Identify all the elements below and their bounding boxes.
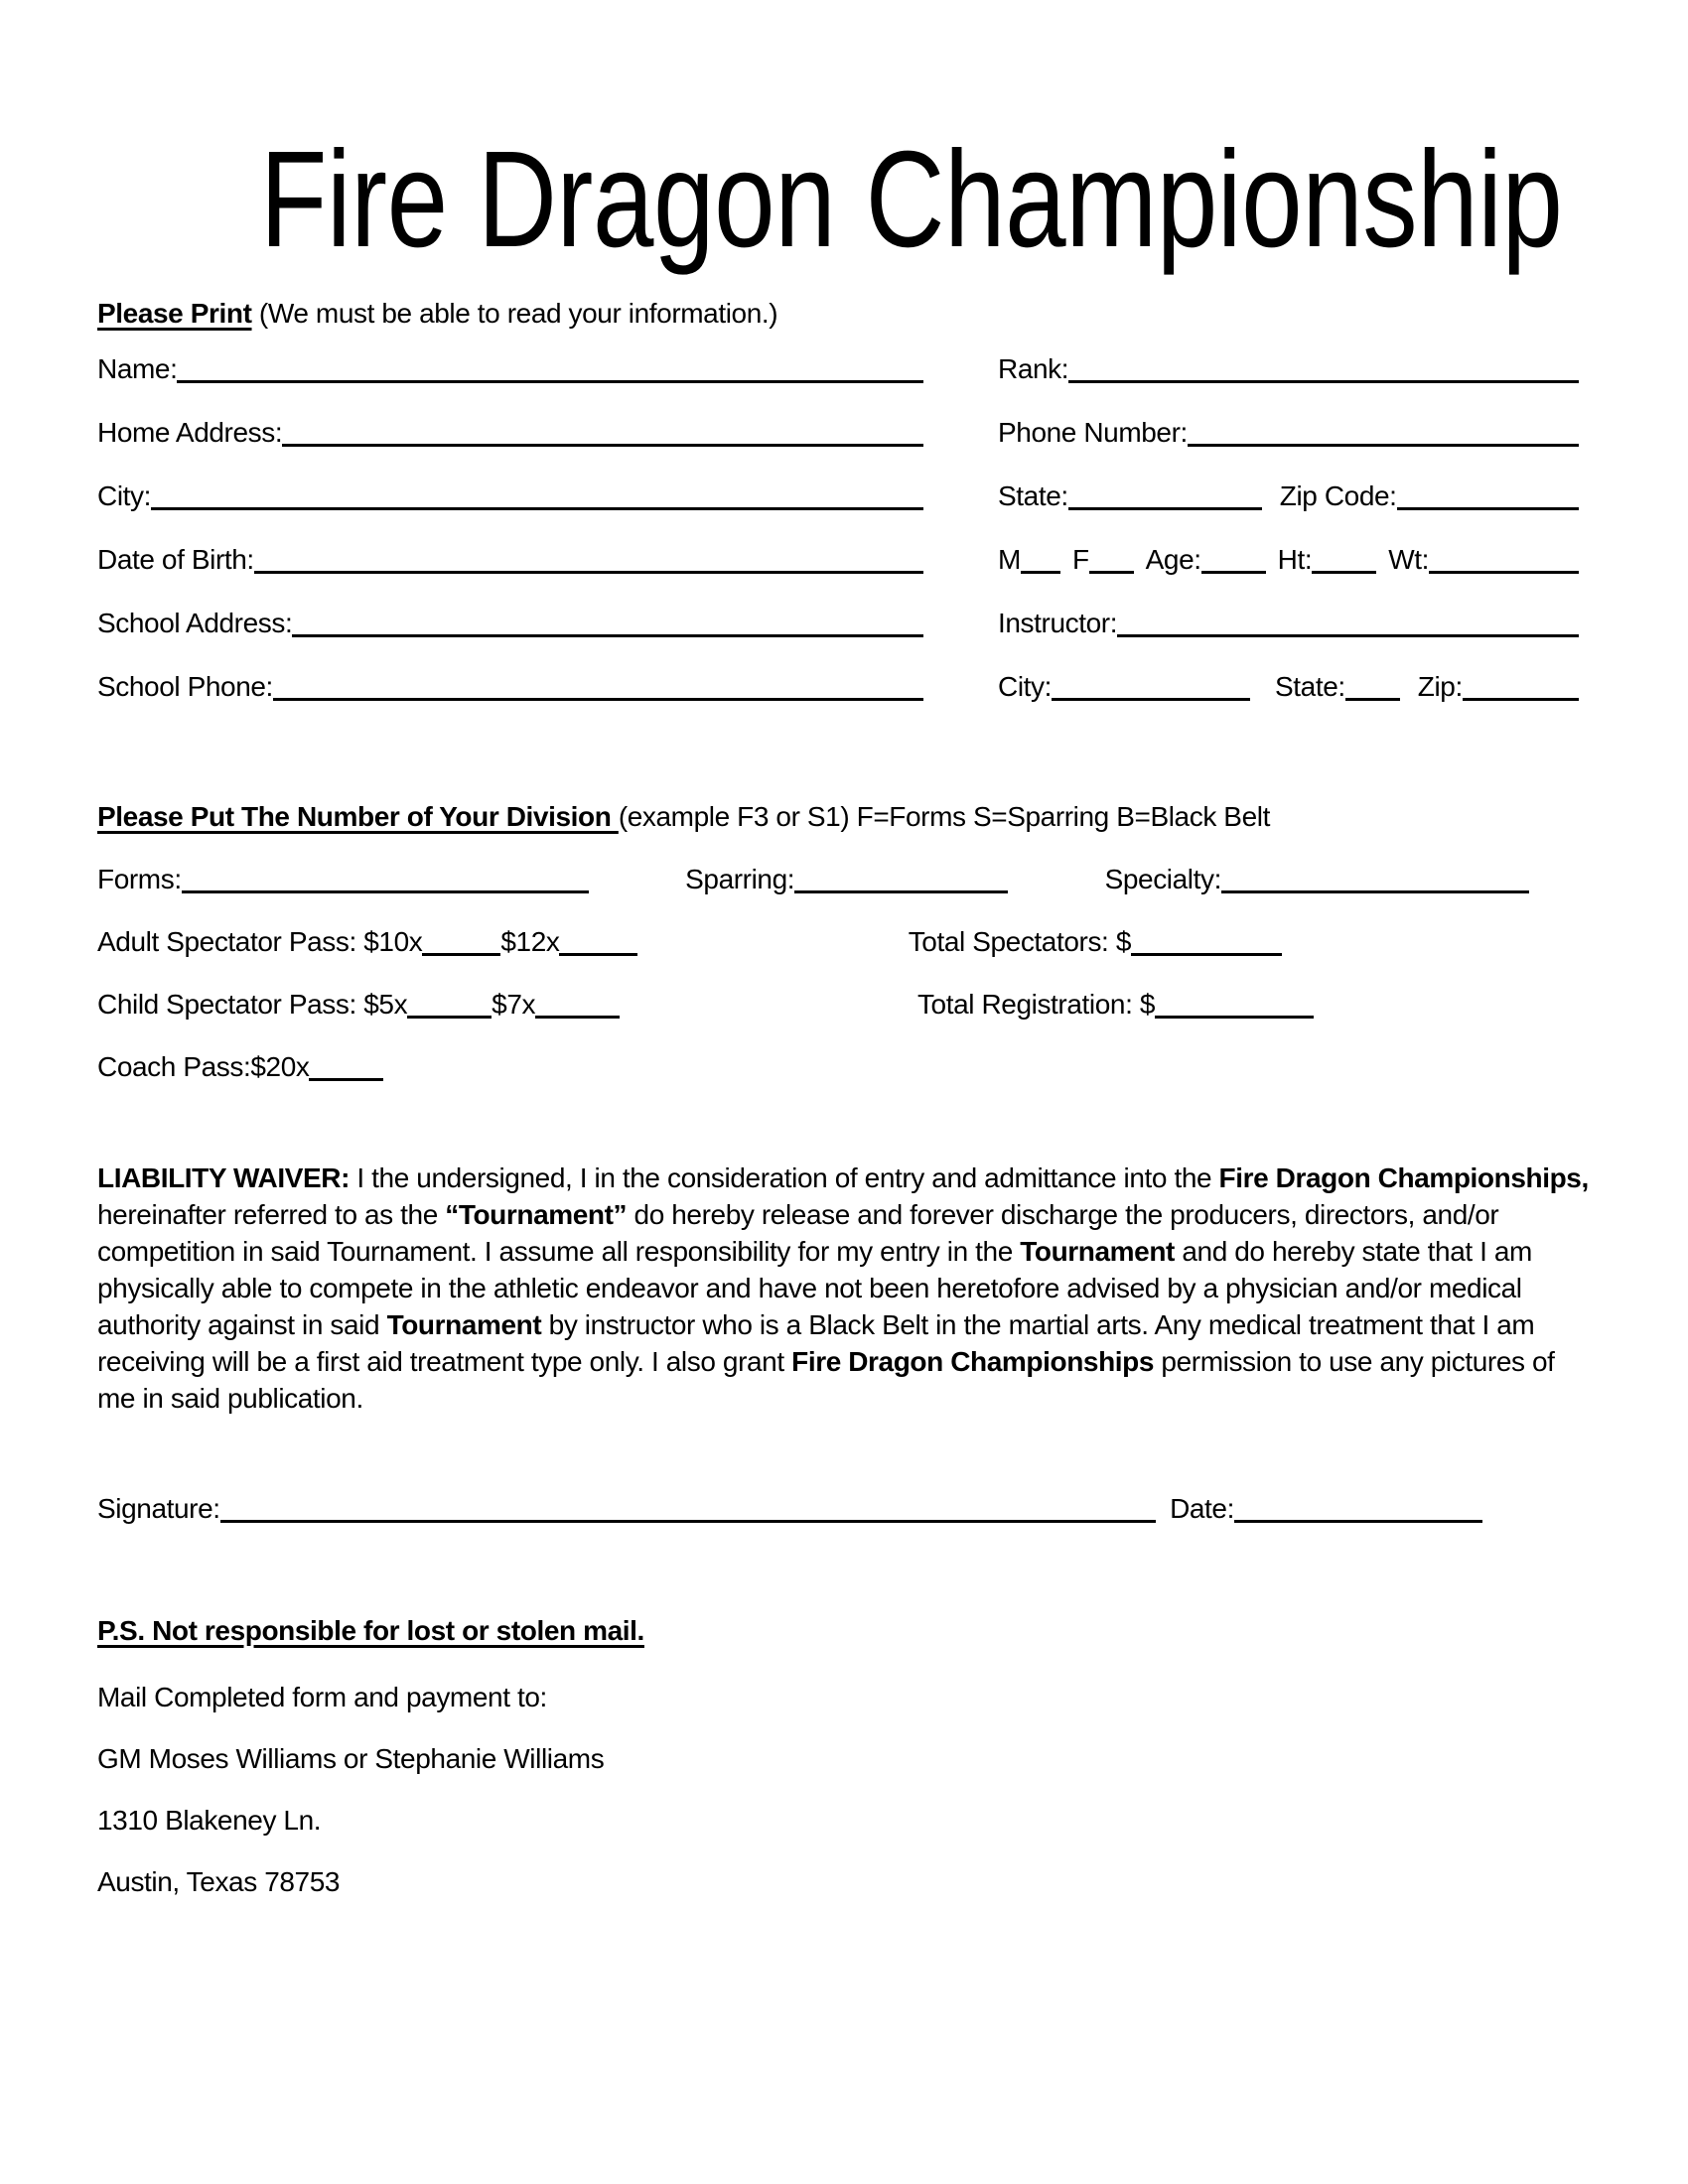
personal-info-section: [97, 351, 1591, 705]
signature-section: [97, 1491, 1591, 1527]
age-label: Age:: [1145, 544, 1201, 575]
form-field-group: [97, 987, 620, 1023]
state-label: State:: [998, 480, 1068, 511]
child-pass-5-line[interactable]: [407, 1016, 492, 1019]
height-label: Ht:: [1277, 544, 1313, 575]
height-line[interactable]: [1312, 571, 1376, 574]
waiver-bold-text: LIABILITY WAIVER:: [97, 1162, 351, 1193]
total-registration-label: Total Registration: $: [916, 989, 1155, 1020]
zip-code-line[interactable]: [1397, 507, 1579, 510]
waiver-bold-text: Tournament: [386, 1309, 542, 1340]
total-spectators-label: Total Spectators: $: [908, 926, 1131, 957]
form-field-group: [998, 478, 1579, 514]
weight-line[interactable]: [1429, 571, 1579, 574]
waiver-bold-text: Fire Dragon Championships: [791, 1346, 1155, 1377]
signature-label: Signature:: [97, 1493, 220, 1524]
form-field-group: [97, 862, 589, 897]
waiver-text: I the undersigned, I in the consideration of entry and admittance into the: [350, 1162, 1219, 1193]
state-line[interactable]: [1068, 507, 1262, 510]
name-line[interactable]: [177, 380, 923, 383]
instructor-line[interactable]: [1117, 634, 1579, 637]
mail-line: 1310 Blakeney Ln.: [97, 1805, 322, 1836]
instructor-zip-line[interactable]: [1463, 698, 1579, 701]
division-header-bold: Please Put The Number of Your Division: [97, 801, 619, 832]
instructor-zip-label: Zip:: [1417, 671, 1463, 702]
please-print-label: Please Print: [97, 298, 252, 329]
please-print-rest: (We must be able to read your information.): [251, 298, 778, 329]
rank-line[interactable]: [1068, 380, 1579, 383]
form-field-group: [998, 606, 1579, 641]
adult-pass-12-line[interactable]: [559, 953, 637, 956]
division-header-rest: (example F3 or S1) F=Forms S=Sparring B=Black Belt: [618, 801, 1270, 832]
mailing-info: [97, 1680, 1591, 1900]
instructor-state-line[interactable]: [1345, 698, 1400, 701]
city-line[interactable]: [151, 507, 923, 510]
waiver-text: and do hereby state that I am physically able to compete in the athletic endeavor and have not been heretofore advised by a physician and/or medical authority against in said: [97, 1236, 1532, 1340]
mail-line: GM Moses Williams or Stephanie Williams: [97, 1743, 605, 1774]
form-row: [97, 478, 1591, 514]
female-line[interactable]: [1089, 571, 1134, 574]
forms-line[interactable]: [182, 890, 589, 893]
form-row: [97, 862, 1529, 897]
mail-line: Austin, Texas 78753: [97, 1866, 341, 1897]
age-line[interactable]: [1201, 571, 1266, 574]
form-field-group: [909, 924, 1282, 960]
adult-pass-10-line[interactable]: [422, 953, 500, 956]
division-header: [97, 799, 1591, 835]
total-spectators-line[interactable]: [1131, 953, 1282, 956]
form-field-group: [685, 862, 1008, 897]
school-address-line[interactable]: [292, 634, 923, 637]
school-phone-label: School Phone:: [97, 671, 273, 702]
name-label: Name:: [97, 353, 178, 384]
sparring-line[interactable]: [794, 890, 1008, 893]
form-field-group: [97, 924, 637, 960]
page-title-text: Fire Dragon Championship: [259, 123, 1563, 276]
male-line[interactable]: [1021, 571, 1060, 574]
ps-note-text: P.S. Not responsible for lost or stolen mail.: [97, 1615, 644, 1646]
date-of-birth-label: Date of Birth:: [97, 544, 254, 575]
form-field-group: [998, 351, 1579, 387]
waiver-text: permission to use any pictures of me in said publication.: [97, 1346, 1555, 1414]
adult-pass-12-label: $12x: [500, 926, 560, 957]
form-field-group: [998, 542, 1579, 578]
form-field-group: [917, 987, 1314, 1023]
male-label: M: [998, 544, 1021, 575]
waiver-bold-text: “Tournament”: [445, 1199, 628, 1230]
form-field-group: [97, 351, 923, 387]
child-pass-7-label: $7x: [492, 989, 536, 1020]
form-field-group: [998, 415, 1579, 451]
phone-number-label: Phone Number:: [998, 417, 1188, 448]
waiver-bold-text: Fire Dragon Championships,: [1218, 1162, 1589, 1193]
instructor-city-line[interactable]: [1052, 698, 1250, 701]
form-row: [97, 542, 1591, 578]
form-field-group: [97, 1049, 383, 1085]
rank-label: Rank:: [998, 353, 1069, 384]
sparring-label: Sparring:: [685, 864, 795, 894]
mail-line: Mail Completed form and payment to:: [97, 1682, 547, 1712]
form-row: [97, 415, 1591, 451]
home-address-line[interactable]: [282, 444, 923, 447]
form-row: [97, 1491, 1482, 1527]
total-registration-line[interactable]: [1155, 1016, 1314, 1019]
ps-note: [97, 1613, 1591, 1649]
city-label: City:: [97, 480, 152, 511]
school-phone-line[interactable]: [273, 698, 923, 701]
waiver-text: do hereby release and forever discharge the producers, directors, and/or competition in said Tournament. I assume all responsibility for my entry in the: [97, 1199, 1499, 1267]
form-content: [0, 123, 1688, 1900]
forms-label: Forms:: [97, 864, 182, 894]
signature-line[interactable]: [220, 1520, 1156, 1523]
female-label: F: [1071, 544, 1089, 575]
coach-pass-label: Coach Pass:$20x: [97, 1051, 310, 1082]
instructor-state-label: State:: [1275, 671, 1345, 702]
waiver-text: hereinafter referred to as the: [97, 1199, 446, 1230]
waiver-bold-text: Tournament: [1020, 1236, 1175, 1267]
form-field-group: [998, 669, 1579, 705]
waiver-text: by instructor who is a Black Belt in the martial arts. Any medical treatment that I am receiving will be a first aid treatment type only. I also grant: [97, 1309, 1535, 1377]
form-row: [97, 606, 1591, 641]
form-row: [97, 351, 1591, 387]
child-pass-7-line[interactable]: [535, 1016, 620, 1019]
form-field-group: [97, 669, 923, 705]
zip-code-label: Zip Code:: [1279, 480, 1397, 511]
form-field-group: [97, 1491, 1482, 1527]
form-row: [97, 924, 1282, 960]
division-section: [97, 799, 1591, 1085]
coach-pass-line[interactable]: [309, 1078, 383, 1081]
weight-label: Wt:: [1388, 544, 1430, 575]
school-address-label: School Address:: [97, 608, 293, 638]
child-pass-5-label: Child Spectator Pass: $5x: [97, 989, 408, 1020]
form-row: [97, 669, 1591, 705]
date-line[interactable]: [1234, 1520, 1482, 1523]
date-label: Date:: [1170, 1493, 1234, 1524]
form-row: [97, 987, 1314, 1023]
phone-number-line[interactable]: [1188, 444, 1579, 447]
adult-pass-10-label: Adult Spectator Pass: $10x: [97, 926, 423, 957]
instructor-city-label: City:: [998, 671, 1053, 702]
home-address-label: Home Address:: [97, 417, 283, 448]
date-of-birth-line[interactable]: [254, 571, 923, 574]
form-field-group: [97, 606, 923, 641]
specialty-label: Specialty:: [1104, 864, 1221, 894]
please-print-note: [97, 296, 1591, 332]
instructor-label: Instructor:: [998, 608, 1118, 638]
form-field-group: [97, 478, 923, 514]
division-rows: [97, 862, 1591, 1085]
form-field-group: [97, 542, 923, 578]
page-title: [97, 123, 1591, 276]
form-field-group: [1105, 862, 1529, 897]
form-field-group: [97, 415, 923, 451]
form-row: [97, 1049, 1529, 1085]
liability-waiver: [97, 1160, 1599, 1417]
specialty-line[interactable]: [1221, 890, 1529, 893]
